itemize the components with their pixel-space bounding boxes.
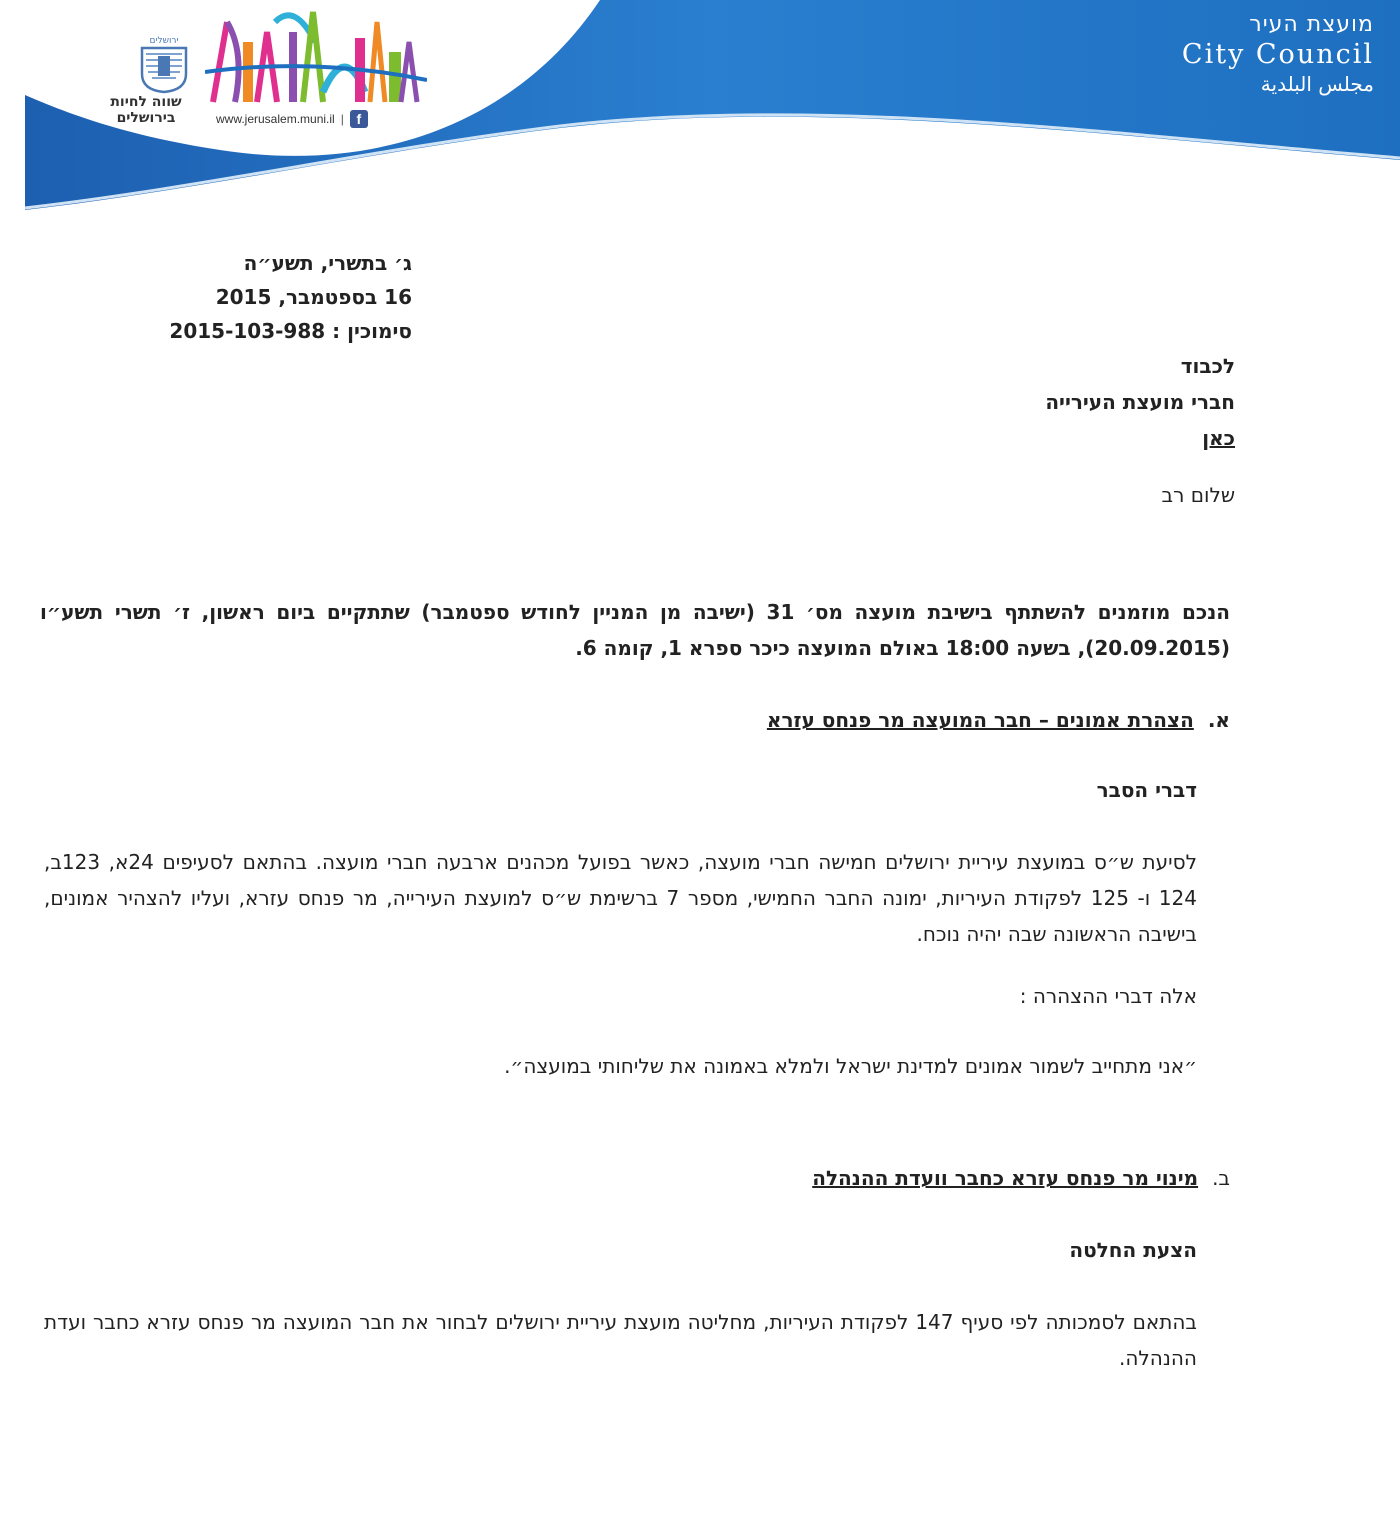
council-title-block: [1182, 12, 1374, 96]
section-a-letter: א.: [1207, 708, 1230, 732]
reference-number: סימוכין : 2015-103-988: [169, 319, 412, 343]
website-url[interactable]: www.jerusalem.muni.il: [216, 112, 335, 126]
jerusalem-emblem-icon: [136, 40, 192, 94]
hebrew-date: ג׳ בתשרי, תשע״ה: [243, 251, 412, 275]
recipients-block: [700, 348, 1235, 456]
council-name-hebrew: מועצת העיר: [1249, 12, 1374, 37]
section-a-body: לסיעת ש״ס במועצת עיריית ירושלים חמישה חברי מועצה, כאשר בפועל מכהנים ארבעה חברי מועצה. בהתאם לסעיפים 24א, 123ב, 124 ו- 125 לפקודת העיריות, ימונה החבר החמישי, מספר 7 ברשימת ש״ס למועצת העירייה, מר פנחס עזרא, ועליו להצהיר אמונים, בישיבה הראשונה שבה יהיה נוכח.: [44, 850, 1197, 946]
letter-meta: [150, 246, 412, 348]
recipient-here: כאן: [1202, 426, 1235, 450]
slogan-line-2: בירושלים: [116, 110, 176, 126]
facebook-icon[interactable]: f: [350, 110, 368, 128]
emblem-caption: ירושלים: [149, 36, 179, 46]
jerusalem-skyline-logo-icon: [205, 2, 427, 108]
council-name-english: City Council: [1181, 39, 1374, 70]
intro-paragraph: הנכם מוזמנים להשתתף בישיבת מועצה מס׳ 31 (ישיבה מן המניין לחודש ספטמבר) שתתקיים ביום ראשון, ז׳ תשרי תשע״ו (20.09.2015), בשעה 18:00 באולם המועצה כיכר ספרא 1, קומה 6.: [40, 600, 1230, 660]
recipient-honor: לכבוד: [1180, 354, 1235, 378]
gregorian-date: 16 בספטמבר, 2015: [215, 285, 412, 309]
website-row: [216, 110, 368, 128]
section-a-subheading: דברי הסבר: [1096, 778, 1197, 802]
greeting: שלום רב: [1161, 483, 1235, 507]
section-b-heading: [812, 1166, 1230, 1190]
slogan-line-1: שווה לחיות: [110, 94, 182, 110]
section-a-heading: [767, 708, 1230, 732]
section-b-body: בהתאם לסמכותה לפי סעיף 147 לפקודת העיריות, מחליטה מועצת עיריית ירושלים לבחור את חבר המועצה מר פנחס עזרא כחבר ועדת ההנהלה.: [44, 1310, 1197, 1370]
section-b-subheading: הצעת החלטה: [1069, 1238, 1197, 1262]
section-b-letter: ב.: [1212, 1166, 1230, 1190]
council-name-arabic: مجلس البلدية: [1260, 72, 1374, 96]
section-a-title: הצהרת אמונים – חבר המועצה מר פנחס עזרא: [766, 708, 1194, 732]
declaration-label: אלה דברי ההצהרה :: [1019, 984, 1197, 1008]
oath-text: ״אני מתחייב לשמור אמונים למדינת ישראל ולמלא באמונה את שליחותי במועצה״.: [504, 1054, 1197, 1078]
slogan: [96, 94, 196, 126]
recipient-to: חברי מועצת העירייה: [1045, 390, 1235, 414]
section-b-title: מינוי מר פנחס עזרא כחבר וועדת ההנהלה: [812, 1166, 1199, 1190]
url-separator: |: [340, 112, 344, 126]
